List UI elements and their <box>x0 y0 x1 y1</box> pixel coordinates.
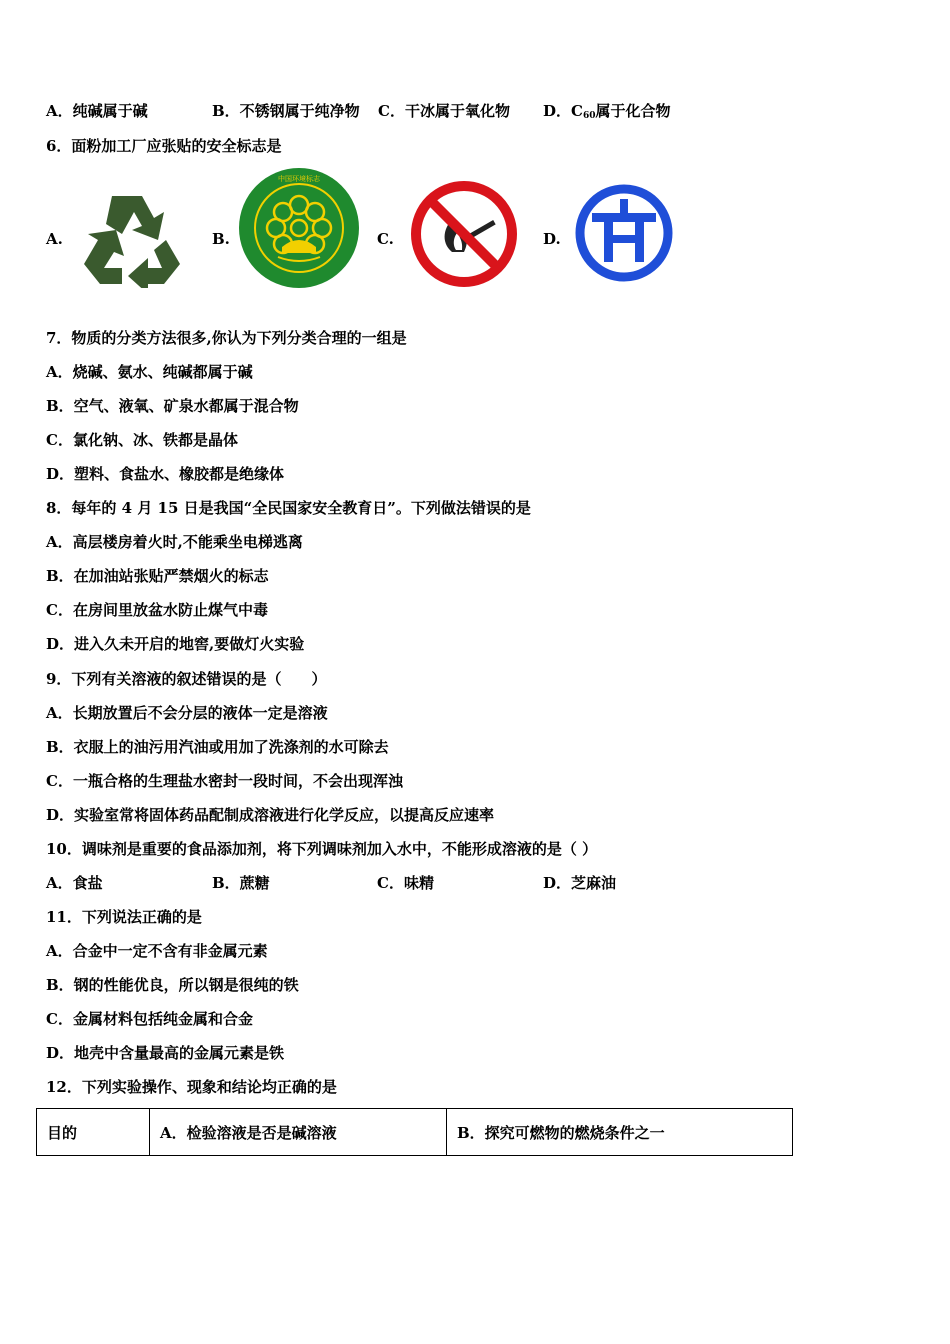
water-saving-icon <box>574 183 674 283</box>
q6-option-a-label: A. <box>46 230 63 248</box>
q6-stem: 6．面粉加工厂应张贴的安全标志是 <box>46 137 282 155</box>
q7-option-d: D．塑料、食盐水、橡胶都是绝缘体 <box>46 465 285 483</box>
q10-stem: 10．调味剂是重要的食品添加剂，将下列调味剂加入水中，不能形成溶液的是（ ） <box>46 840 598 858</box>
q6-option-b-label: B. <box>212 230 230 248</box>
table-row <box>37 1109 793 1156</box>
q9-stem: 9．下列有关溶液的叙述错误的是（ ） <box>46 670 327 688</box>
recycle-icon <box>76 184 188 288</box>
q11-option-c: C．金属材料包括纯金属和合金 <box>46 1010 253 1028</box>
q8-stem: 8．每年的 4 月 15 日是我国“全民国家安全教育日”。下列做法错误的是 <box>46 499 531 517</box>
q12-stem: 12．下列实验操作、现象和结论均正确的是 <box>46 1078 337 1096</box>
q7-stem: 7．物质的分类方法很多,你认为下列分类合理的一组是 <box>46 329 407 347</box>
q9-option-b: B．衣服上的油污用汽油或用加了洗涤剂的水可除去 <box>46 738 389 756</box>
table-cell-option-a: A．检验溶液是否是碱溶液 <box>150 1109 447 1156</box>
seal-chinese-text: 中国环境标志 <box>278 175 320 183</box>
q6-option-c-label: C. <box>377 230 394 248</box>
q5-option-d-suffix: 属于化合物 <box>595 102 671 120</box>
q8-option-d: D．进入久未开启的地窖,要做灯火实验 <box>46 635 305 653</box>
q11-stem: 11．下列说法正确的是 <box>46 908 202 926</box>
table-cell-option-b: B．探究可燃物的燃烧条件之一 <box>447 1109 793 1156</box>
q9-option-c: C．一瓶合格的生理盐水密封一段时间，不会出现浑浊 <box>46 772 403 790</box>
q5-option-b: B．不锈钢属于纯净物 <box>212 102 360 120</box>
q8-option-a: A．高层楼房着火时,不能乘坐电梯逃离 <box>46 533 303 551</box>
q12-table <box>36 1108 793 1156</box>
q11-option-d: D．地壳中含量最高的金属元素是铁 <box>46 1044 285 1062</box>
q5-option-a: A．纯碱属于碱 <box>46 102 148 120</box>
q5-option-d-prefix: D．C <box>543 102 583 120</box>
q10-option-b: B．蔗糖 <box>212 874 270 892</box>
q8-option-c: C．在房间里放盆水防止煤气中毒 <box>46 601 268 619</box>
q11-option-b: B．钢的性能优良，所以钢是很纯的铁 <box>46 976 299 994</box>
q5-option-d-subscript: 60 <box>582 111 596 121</box>
q10-option-c: C．味精 <box>377 874 434 892</box>
q6-option-d-label: D. <box>543 230 561 248</box>
q10-option-d: D．芝麻油 <box>543 874 617 892</box>
q5-option-d <box>543 101 671 126</box>
china-environmental-label-icon <box>238 167 360 289</box>
q5-option-c: C．干冰属于氧化物 <box>378 102 510 120</box>
table-cell-purpose: 目的 <box>37 1109 150 1156</box>
q7-option-b: B．空气、液氧、矿泉水都属于混合物 <box>46 397 299 415</box>
q8-option-b: B．在加油站张贴严禁烟火的标志 <box>46 567 269 585</box>
q9-option-d: D．实验室常将固体药品配制成溶液进行化学反应，以提高反应速率 <box>46 806 495 824</box>
q7-option-a: A．烧碱、氨水、纯碱都属于碱 <box>46 363 253 381</box>
q9-option-a: A．长期放置后不会分层的液体一定是溶液 <box>46 704 328 722</box>
q7-option-c: C．氯化钠、冰、铁都是晶体 <box>46 431 238 449</box>
q10-option-a: A．食盐 <box>46 874 103 892</box>
q11-option-a: A．合金中一定不含有非金属元素 <box>46 942 268 960</box>
no-fire-icon <box>410 180 518 288</box>
